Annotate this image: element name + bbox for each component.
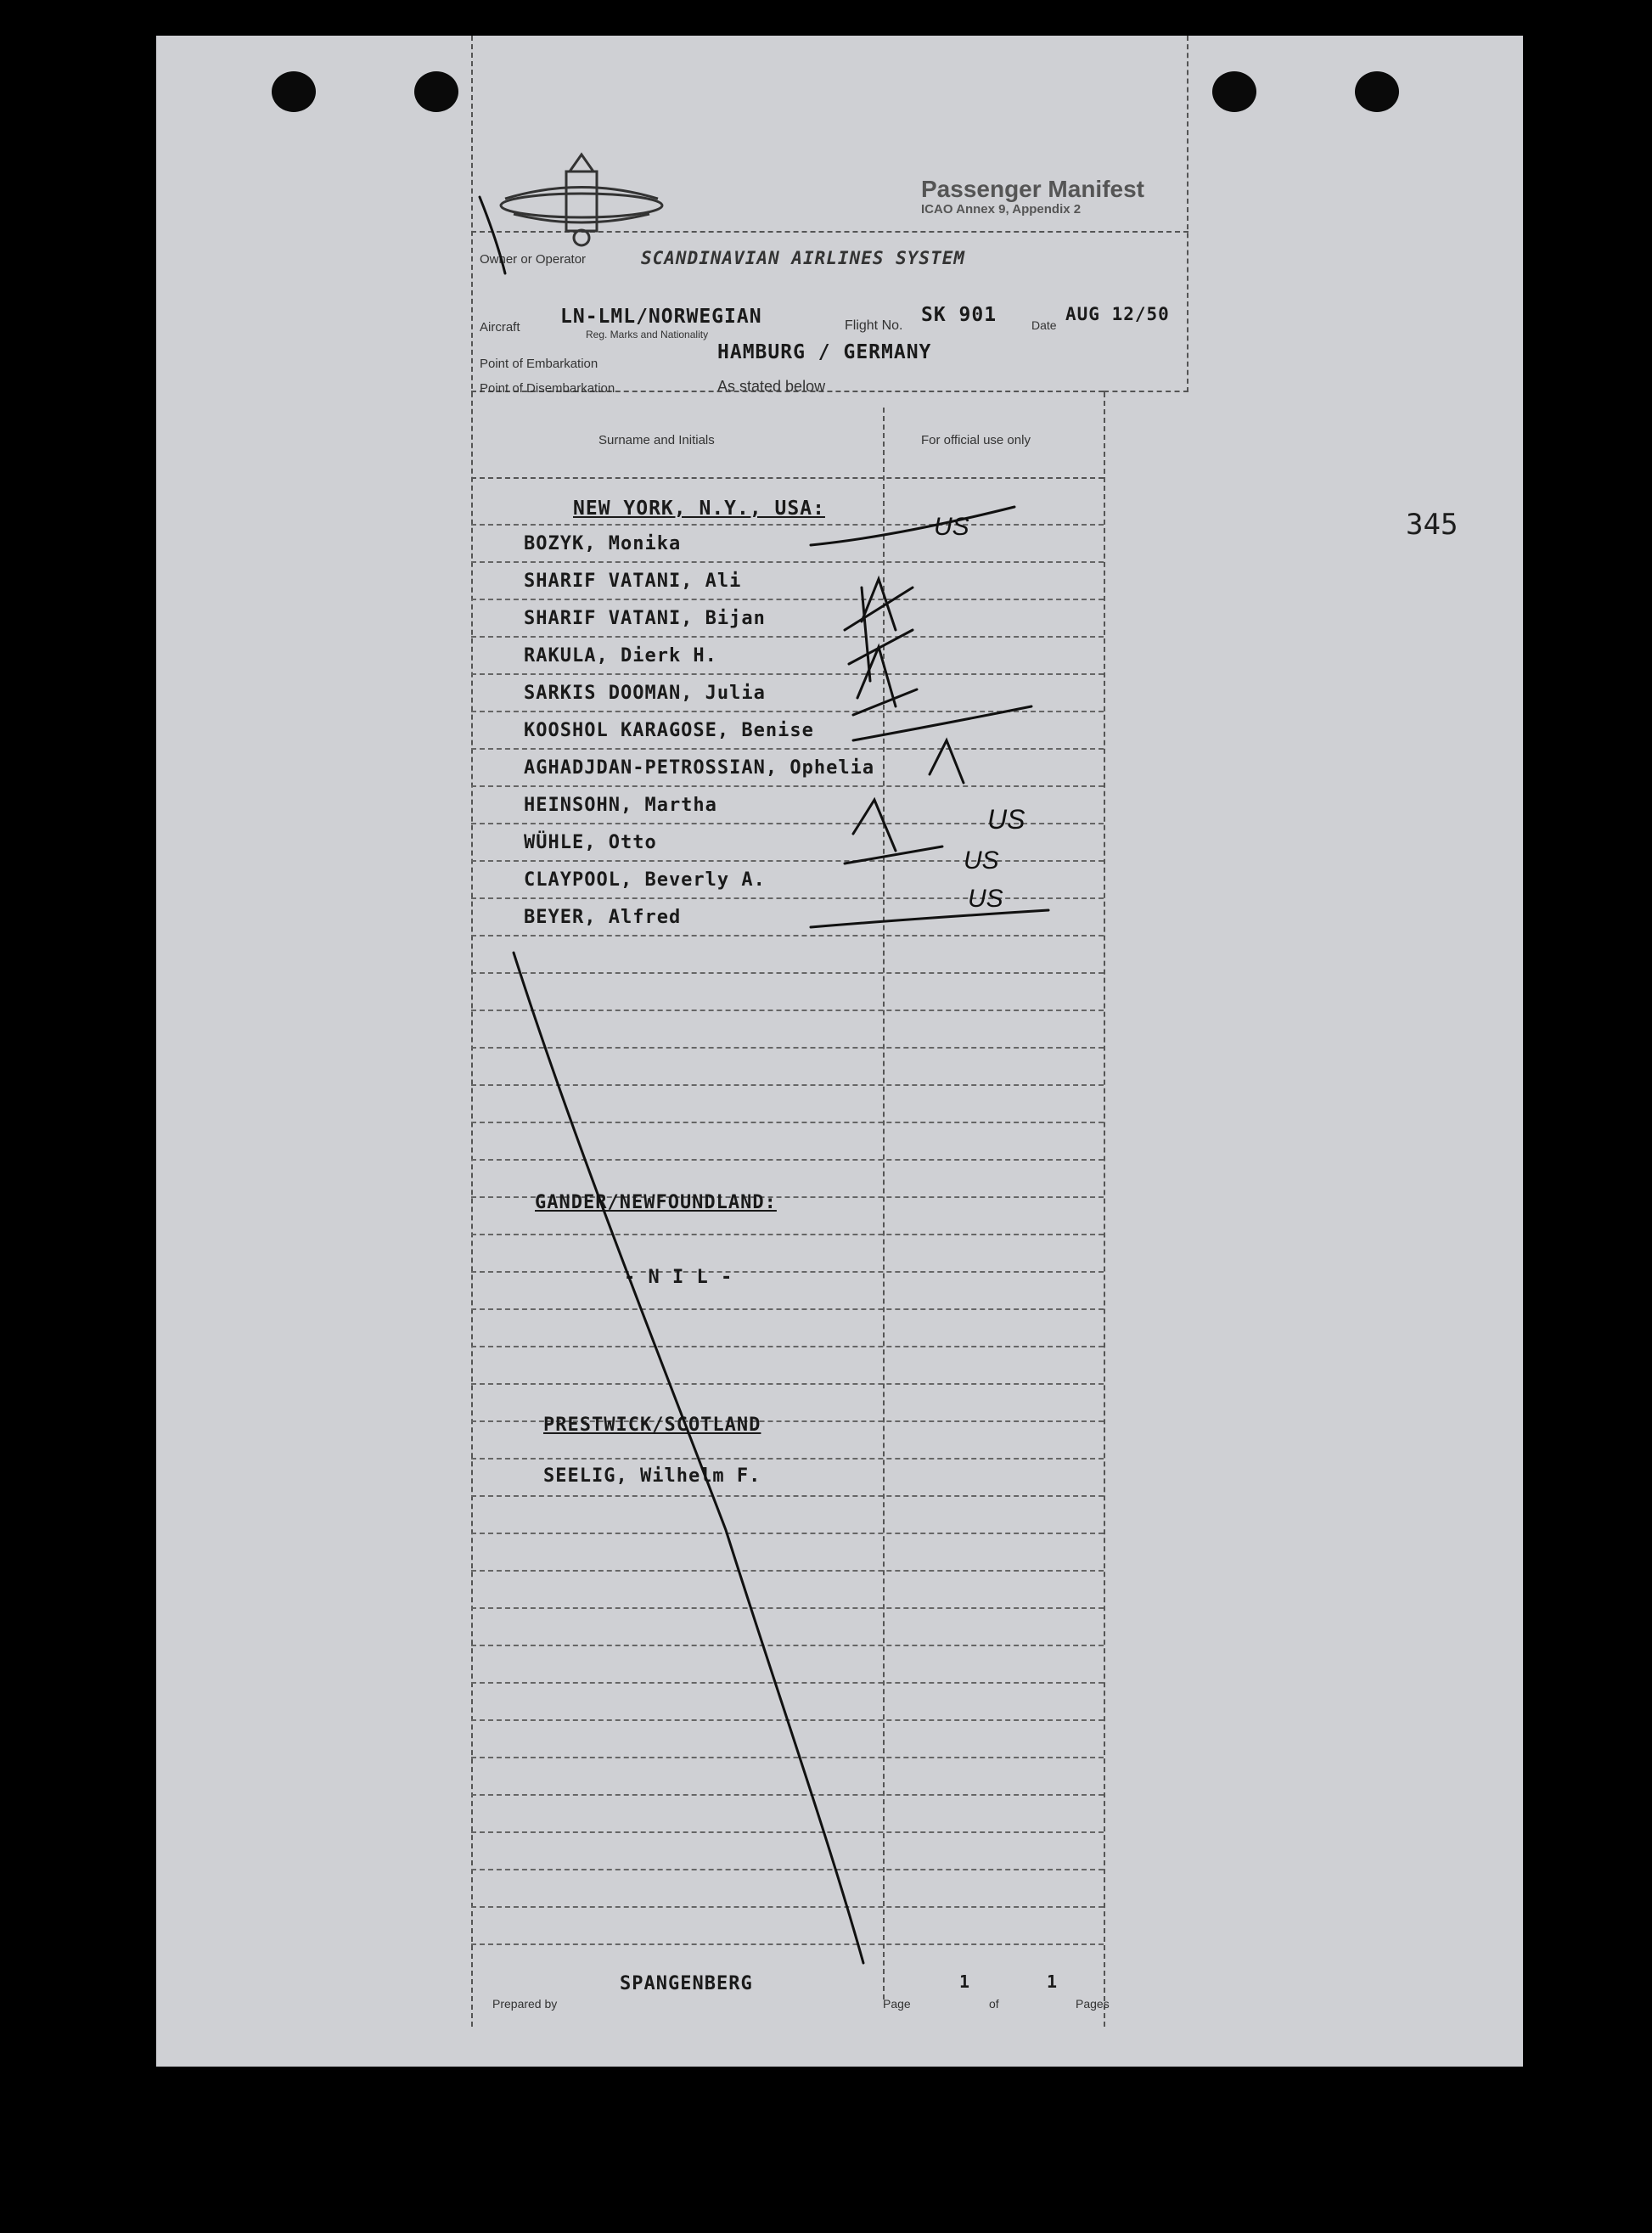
ruled-line [471, 524, 1104, 526]
ruled-line [471, 1122, 1104, 1123]
disembark-value: As stated below [717, 378, 826, 395]
passenger-row: SHARIF VATANI, Bijan [524, 608, 766, 629]
ruled-line [471, 1682, 1104, 1684]
page-number: 345 [1406, 508, 1458, 542]
ruled-line [471, 1831, 1104, 1833]
ruled-line [471, 561, 1104, 563]
passenger-row: HEINSOHN, Martha [524, 795, 717, 816]
ruled-line [471, 897, 1104, 899]
prepared-value: SPANGENBERG [620, 1973, 753, 1994]
ruled-line [471, 1645, 1104, 1646]
destination-heading: NEW YORK, N.Y., USA: [573, 498, 825, 520]
ruled-lines [471, 36, 1104, 2027]
passenger-row: SARKIS DOOMAN, Julia [524, 683, 766, 704]
ruled-line [471, 1458, 1104, 1460]
punch-hole [414, 71, 458, 112]
aircraft-label: Aircraft [480, 320, 520, 335]
embark-label: Point of Embarkation [480, 357, 598, 371]
passenger-row: AGHADJDAN-PETROSSIAN, Ophelia [524, 757, 875, 779]
name-column-header: Surname and Initials [598, 433, 715, 447]
destination-heading: GANDER/NEWFOUNDLAND: [535, 1192, 777, 1213]
flight-label: Flight No. [845, 318, 903, 333]
official-mark: US [968, 885, 1003, 913]
ruled-line [471, 1346, 1104, 1347]
passenger-row: CLAYPOOL, Beverly A. [524, 869, 766, 891]
official-mark: US [987, 804, 1025, 835]
ruled-line [471, 972, 1104, 974]
owner-value: SCANDINAVIAN AIRLINES SYSTEM [641, 248, 966, 268]
passenger-row: BEYER, Alfred [524, 907, 682, 928]
date-label: Date [1031, 318, 1057, 332]
ruled-line [471, 1794, 1104, 1796]
date-value: AUG 12/50 [1065, 304, 1170, 324]
ruled-line [471, 636, 1104, 638]
ruled-line [471, 785, 1104, 787]
of-value: 1 [1047, 1971, 1059, 1992]
ruled-line [471, 1308, 1104, 1310]
punch-hole [272, 71, 316, 112]
page-value: 1 [959, 1971, 971, 1992]
ruled-line [471, 1495, 1104, 1497]
punch-hole [1212, 71, 1256, 112]
official-mark: US [934, 513, 969, 541]
punch-hole [1355, 71, 1399, 112]
owner-label: Owner or Operator [480, 252, 587, 267]
ruled-line [471, 1719, 1104, 1721]
destination-heading: PRESTWICK/SCOTLAND [543, 1415, 761, 1436]
prepared-label: Prepared by [492, 1997, 558, 2011]
form-title: Passenger Manifest [921, 176, 1144, 202]
passenger-row: KOOSHOL KARAGOSE, Benise [524, 720, 814, 741]
official-mark: US [964, 847, 999, 875]
ruled-line [471, 1570, 1104, 1572]
of-label: of [989, 1997, 999, 2011]
ruled-line [471, 673, 1104, 675]
ruled-line [471, 1234, 1104, 1235]
ruled-line [471, 1159, 1104, 1161]
ruled-line [471, 935, 1104, 937]
ruled-line [471, 1757, 1104, 1758]
flight-value: SK 901 [921, 304, 997, 326]
ruled-line [471, 1943, 1104, 1945]
ruled-line [471, 748, 1104, 750]
passenger-row: WÜHLE, Otto [524, 832, 657, 853]
ruled-line [471, 1010, 1104, 1011]
pages-label: Pages [1076, 1997, 1110, 2011]
ruled-line [471, 1084, 1104, 1086]
ruled-line [471, 1906, 1104, 1908]
ruled-line [471, 599, 1104, 600]
embark-value: HAMBURG / GERMANY [717, 341, 932, 363]
ruled-line [471, 1047, 1104, 1049]
reg-marks-label: Reg. Marks and Nationality [586, 329, 709, 340]
passenger-row: SHARIF VATANI, Ali [524, 571, 742, 592]
official-column-header: For official use only [921, 433, 1031, 447]
passenger-row: RAKULA, Dierk H. [524, 645, 717, 667]
form-subtitle: ICAO Annex 9, Appendix 2 [921, 202, 1082, 217]
ruled-line [471, 1533, 1104, 1534]
passenger-row: BOZYK, Monika [524, 533, 682, 554]
ruled-line [471, 1271, 1104, 1273]
aircraft-value: LN-LML/NORWEGIAN [560, 306, 762, 328]
ruled-line [471, 860, 1104, 862]
ruled-line [471, 1383, 1104, 1385]
ruled-line [471, 711, 1104, 712]
ruled-line [471, 1607, 1104, 1609]
page-label: Page [883, 1997, 911, 2011]
nil-note: - N I L - [624, 1267, 733, 1288]
passenger-row: SEELIG, Wilhelm F. [543, 1465, 761, 1487]
manifest-form [471, 36, 1188, 2027]
ruled-line [471, 1869, 1104, 1870]
disembark-label: Point of Disembarkation [480, 381, 615, 396]
